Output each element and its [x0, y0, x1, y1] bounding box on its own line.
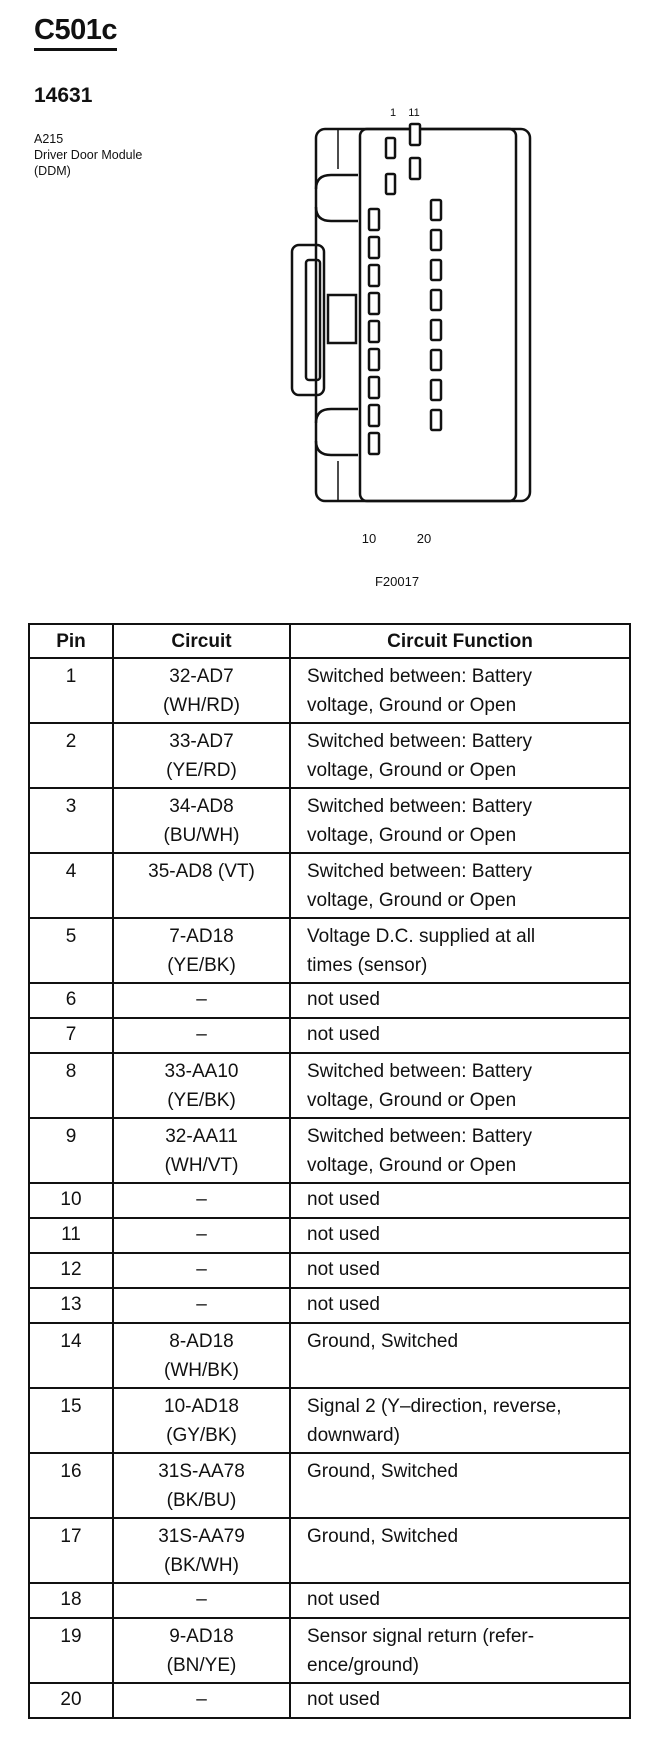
table-row	[29, 1218, 630, 1253]
cell-text: 34-AD8	[169, 796, 234, 817]
cell-pin	[29, 1583, 113, 1618]
cell-pin	[29, 918, 113, 983]
cell-text: Ground, Switched	[307, 1461, 459, 1482]
cell-text: –	[196, 989, 207, 1010]
cell-func	[290, 1253, 630, 1288]
cell-text: 31S-AA78	[158, 1461, 245, 1482]
cell-func	[290, 723, 630, 788]
cell-circuit	[113, 1053, 290, 1118]
cell-func	[290, 788, 630, 853]
cell-func	[290, 1618, 630, 1683]
pin-cavity	[431, 350, 441, 370]
connector-latch-tab	[328, 295, 356, 343]
cell-text: 33-AA10	[164, 1061, 239, 1082]
cell-func	[290, 1218, 630, 1253]
pin-cavity	[431, 320, 441, 340]
cell-circuit	[113, 1288, 290, 1323]
cell-func	[290, 1518, 630, 1583]
cell-func	[290, 918, 630, 983]
cell-text: (YE/BK)	[167, 1090, 236, 1111]
table-row	[29, 1053, 630, 1118]
cell-func	[290, 1053, 630, 1118]
cell-text: not used	[307, 1189, 380, 1210]
cell-text: Voltage D.C. supplied at all	[307, 926, 536, 947]
cell-text: voltage, Ground or Open	[307, 1155, 517, 1176]
table-row	[29, 1583, 630, 1618]
cell-func	[290, 1183, 630, 1218]
cell-pin	[29, 853, 113, 918]
cell-circuit	[113, 1218, 290, 1253]
cell-circuit	[113, 1018, 290, 1053]
cell-text: (BK/BU)	[166, 1490, 237, 1511]
table-row	[29, 1288, 630, 1323]
cell-text: 15	[60, 1396, 82, 1417]
pin-label-20: 20	[416, 531, 432, 546]
table-row	[29, 1118, 630, 1183]
cell-circuit	[113, 1253, 290, 1288]
cell-text: 4	[65, 861, 77, 882]
cell-text: ence/ground)	[307, 1655, 419, 1676]
pin-cavity	[410, 124, 420, 145]
connector-outer-shell	[316, 129, 530, 501]
cell-circuit	[113, 1518, 290, 1583]
pin-label-10: 10	[361, 531, 377, 546]
cell-pin	[29, 1618, 113, 1683]
cell-text: Signal 2 (Y–direction, reverse,	[307, 1396, 562, 1417]
cell-circuit	[113, 1683, 290, 1718]
cell-text: 8-AD18	[169, 1331, 234, 1352]
cell-pin	[29, 1518, 113, 1583]
cell-text: –	[196, 1294, 207, 1315]
table-header-row	[29, 624, 630, 658]
cell-pin	[29, 1323, 113, 1388]
table-row	[29, 788, 630, 853]
pin-cavity	[386, 138, 395, 158]
cell-text: Ground, Switched	[307, 1526, 459, 1547]
cell-text: 1	[65, 666, 77, 687]
cell-pin	[29, 1453, 113, 1518]
cell-text: 12	[60, 1259, 82, 1280]
cell-pin	[29, 788, 113, 853]
cell-text: 9-AD18	[169, 1626, 234, 1647]
cell-text: (BU/WH)	[163, 825, 240, 846]
cell-circuit	[113, 1323, 290, 1388]
cell-text: not used	[307, 1589, 380, 1610]
cell-pin	[29, 1118, 113, 1183]
cell-pin	[29, 1683, 113, 1718]
column-header-circuit-function: Circuit Function	[290, 624, 630, 658]
cell-text: 31S-AA79	[158, 1526, 245, 1547]
cell-text: –	[196, 1024, 207, 1045]
cell-pin	[29, 983, 113, 1018]
table-row	[29, 1683, 630, 1718]
cell-pin	[29, 1288, 113, 1323]
pin-cavity	[431, 290, 441, 310]
cell-text: 17	[60, 1526, 82, 1547]
component-name: Driver Door Module	[34, 148, 143, 162]
cell-text: 9	[65, 1126, 77, 1147]
cell-text: 7	[65, 1024, 77, 1045]
cell-text: (WH/VT)	[164, 1155, 239, 1176]
pin-cavity	[431, 230, 441, 250]
cell-pin	[29, 1018, 113, 1053]
cell-text: voltage, Ground or Open	[307, 825, 517, 846]
cell-text: (WH/RD)	[162, 695, 241, 716]
cell-text: Switched between: Battery	[307, 666, 532, 687]
cell-text: 10	[60, 1189, 82, 1210]
cell-text: Switched between: Battery	[307, 861, 532, 882]
cell-text: 3	[65, 796, 77, 817]
table-row	[29, 853, 630, 918]
table-row	[29, 1018, 630, 1053]
cell-text: voltage, Ground or Open	[307, 760, 517, 781]
cell-pin	[29, 1183, 113, 1218]
table-row	[29, 1388, 630, 1453]
cell-text: 19	[60, 1626, 82, 1647]
cell-text: not used	[307, 989, 380, 1010]
cell-text: (YE/BK)	[167, 955, 236, 976]
cell-func	[290, 658, 630, 723]
cell-text: not used	[307, 1224, 380, 1245]
cell-text: downward)	[307, 1425, 400, 1446]
cell-text: voltage, Ground or Open	[307, 1090, 517, 1111]
pinout-table	[28, 623, 631, 1719]
cell-text: –	[196, 1224, 207, 1245]
cell-text: 18	[60, 1589, 82, 1610]
cell-text: 32-AA11	[165, 1126, 238, 1147]
connector-rib-top	[316, 175, 358, 221]
cell-func	[290, 1288, 630, 1323]
cell-text: Switched between: Battery	[307, 796, 532, 817]
cell-text: (BN/YE)	[166, 1655, 237, 1676]
cell-text: 6	[65, 989, 77, 1010]
cell-text: 33-AD7	[169, 731, 234, 752]
cell-circuit	[113, 1183, 290, 1218]
cell-text: (GY/BK)	[166, 1425, 237, 1446]
cell-circuit	[113, 853, 290, 918]
connector-rib-bottom	[316, 409, 358, 455]
cell-text: not used	[307, 1024, 380, 1045]
cell-text: –	[196, 1189, 207, 1210]
cell-circuit	[113, 1118, 290, 1183]
cell-text: 2	[65, 731, 77, 752]
cell-text: (WH/BK)	[164, 1360, 239, 1381]
cell-pin	[29, 723, 113, 788]
table-row	[29, 723, 630, 788]
pin-cavity	[369, 433, 379, 454]
cell-pin	[29, 1253, 113, 1288]
table-row	[29, 1618, 630, 1683]
table-row	[29, 1453, 630, 1518]
cell-pin	[29, 1218, 113, 1253]
cell-text: –	[196, 1259, 207, 1280]
cell-func	[290, 1323, 630, 1388]
cell-pin	[29, 1053, 113, 1118]
cell-pin	[29, 1388, 113, 1453]
cell-text: Sensor signal return (refer-	[307, 1626, 535, 1647]
cell-pin	[29, 658, 113, 723]
connector-latch-inner	[306, 260, 320, 380]
cell-text: 35-AD8 (VT)	[148, 861, 255, 882]
connector-face-diagram	[286, 103, 566, 593]
cell-circuit	[113, 788, 290, 853]
pin-cavity	[386, 174, 395, 194]
part-number: 14631	[34, 84, 93, 107]
cell-func	[290, 1683, 630, 1718]
pin-cavity	[369, 237, 379, 258]
cell-text: –	[196, 1689, 207, 1710]
cell-circuit	[113, 1618, 290, 1683]
cell-text: voltage, Ground or Open	[307, 695, 517, 716]
cell-circuit	[113, 918, 290, 983]
cell-text: Switched between: Battery	[307, 1061, 532, 1082]
cell-text: 13	[60, 1294, 82, 1315]
table-row	[29, 1518, 630, 1583]
table-row	[29, 1323, 630, 1388]
cell-text: 14	[60, 1331, 82, 1352]
cell-circuit	[113, 658, 290, 723]
table-row	[29, 658, 630, 723]
cell-text: Switched between: Battery	[307, 1126, 532, 1147]
pin-cavity	[410, 158, 420, 179]
connector-id: C501c	[34, 14, 117, 51]
pin-label-11: 11	[408, 107, 420, 119]
table-row	[29, 918, 630, 983]
cell-text: times (sensor)	[307, 955, 428, 976]
cell-func	[290, 1453, 630, 1518]
cell-text: Ground, Switched	[307, 1331, 459, 1352]
cell-func	[290, 1388, 630, 1453]
cell-circuit	[113, 723, 290, 788]
figure-code: F20017	[374, 574, 420, 589]
connector-inner-face	[360, 129, 516, 501]
component-description	[34, 131, 142, 179]
cell-text: (BK/WH)	[164, 1555, 239, 1576]
column-header-circuit: Circuit	[113, 624, 290, 658]
pin-cavity	[369, 405, 379, 426]
cell-text: Switched between: Battery	[307, 731, 532, 752]
pin-cavity	[369, 265, 379, 286]
cell-circuit	[113, 983, 290, 1018]
cell-text: (YE/RD)	[166, 760, 237, 781]
pin-cavity	[431, 380, 441, 400]
cell-text: 20	[60, 1689, 82, 1710]
column-header-pin: Pin	[29, 624, 113, 658]
pin-cavity	[369, 209, 379, 230]
cell-text: 10-AD18	[164, 1396, 239, 1417]
cell-text: not used	[307, 1689, 380, 1710]
component-code: A215	[34, 132, 64, 146]
cell-text: 7-AD18	[169, 926, 234, 947]
pin-cavity	[369, 293, 379, 314]
cell-text: 8	[65, 1061, 77, 1082]
pin-cavity	[369, 321, 379, 342]
pin-cavity	[369, 377, 379, 398]
table-row	[29, 1253, 630, 1288]
cell-text: not used	[307, 1294, 380, 1315]
cell-text: voltage, Ground or Open	[307, 890, 517, 911]
cell-func	[290, 1583, 630, 1618]
pin-label-1: 1	[389, 107, 397, 119]
table-row	[29, 983, 630, 1018]
cell-func	[290, 983, 630, 1018]
cell-circuit	[113, 1388, 290, 1453]
cell-text: 32-AD7	[169, 666, 234, 687]
table-row	[29, 1183, 630, 1218]
cell-circuit	[113, 1453, 290, 1518]
cell-text: –	[196, 1589, 207, 1610]
cell-func	[290, 1018, 630, 1053]
pin-cavity	[431, 260, 441, 280]
pin-cavity	[431, 410, 441, 430]
pin-cavity	[431, 200, 441, 220]
cell-text: 5	[65, 926, 77, 947]
cell-text: 11	[61, 1224, 81, 1245]
cell-func	[290, 853, 630, 918]
pin-cavity	[369, 349, 379, 370]
component-abbr: (DDM)	[34, 164, 71, 178]
cell-text: not used	[307, 1259, 380, 1280]
cell-text: 16	[60, 1461, 82, 1482]
cell-func	[290, 1118, 630, 1183]
cell-circuit	[113, 1583, 290, 1618]
